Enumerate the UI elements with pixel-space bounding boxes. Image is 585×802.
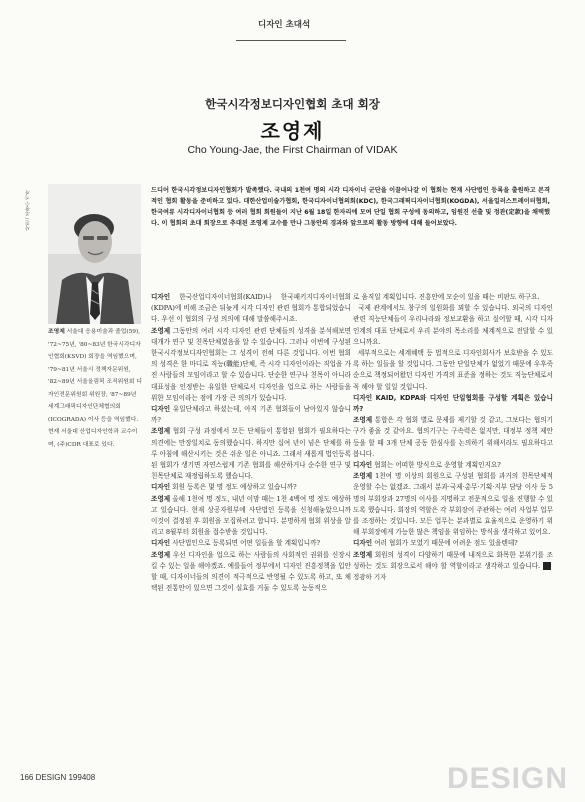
speaker-label: 디자인 — [353, 393, 373, 402]
photo-credit: 사진 / 조광수 기자 — [25, 190, 31, 231]
question — [353, 393, 553, 415]
paragraph-text: 유일단체라고 하셨는데, 아직 기존 협회들이 남아있지 않습니까? — [151, 405, 351, 425]
paragraph-text: 협회 구성 과정에서 모든 단체들이 통합된 협회가 필요하다는 의견에는 만장일치로 동의했습니다. 하지만 십여 년이 넘은 단체를 하루 아침에 해산시키는 것은 쉬운 일은 아니죠. 그래서 새롭게 법인등록된 협회가 생기면 자연스럽게 기존 협회를 해산하거나 순수한 연구 및 친목단체로 재정립하도록 했습니다. — [151, 427, 351, 481]
speaker-label: 조영제 — [353, 472, 373, 481]
speaker-label: 디자인 — [353, 539, 373, 548]
question — [353, 460, 553, 471]
paragraph-text: 회원의 성격이 다양하기 때문에 내적으로 화목한 분위기를 조성하는 것도 회장으로서 해야 할 역할이라고 생각하고 있습니다. — [353, 550, 553, 570]
paragraph-text: 협회는 어떠한 방식으로 운영할 계획인지요? — [374, 461, 501, 470]
speaker-label: 조영제 — [151, 427, 171, 436]
paragraph-text: 회원 등록은 몇 명 정도 예상하고 있습니까? — [172, 483, 297, 492]
english-title: Cho Young-Jae, the First Chairman of VIDAK — [187, 144, 398, 156]
paragraph-text: KAID, KDPA와 디자인 단일협회를 구성할 계획은 있습니까? — [353, 393, 553, 414]
paragraph-text: 한국산업디자이너협회(KAID)나 한국패키지디자이너협회(KDPA)에 비해 조금은 뒤늦게 시각 디자인 관련 협회가 통합되었습니다. 우선 이 협회의 구성 의의에 대해 말씀해주시죠. — [151, 293, 351, 324]
paragraph — [353, 348, 553, 393]
answer — [151, 326, 351, 404]
answer — [353, 550, 553, 584]
end-mark-icon — [543, 562, 551, 570]
speaker-label: 디자인 — [151, 293, 171, 301]
paragraph-text: 1천여 명 이상의 회원으로 구성된 협회를 과거의 친목단체적 운영할 수는 없겠죠. 그래서 분과·국제·총무·기획·지부 담당 이사 등 5명의 부회장과 27명의 이사를 지명하고 전문적으로 일을 진행할 수 있도록 했습니다. 회장의 역할은 각 부회장이 주관하는 여러 사업부 업무를 조정하는 것입니다. 모든 업무는 분과별로 효율적으로 운영하기 위해 부회장에게 가능한 많은 책임을 위임하는 방식을 생각하고 있어요. — [353, 472, 553, 537]
question — [151, 538, 351, 549]
speaker-label: 조영제 — [353, 416, 373, 425]
speaker-label: 조영제 — [151, 326, 171, 335]
author-bio — [48, 326, 142, 451]
speaker-label: 디자인 — [151, 539, 171, 548]
answer — [151, 550, 351, 595]
lead-paragraph: 드디어 한국시각정보디자인협회가 발족했다. 국내의 1천여 명의 시각 디자이너 군단을 이끌어나갈 이 협회는 현재 사단법인 등록을 출원하고 본격적인 협회 활동을 준비하고 있다. 대한산업미술가협회, 한국디자이너협의회(KDC), 한국그래픽디자이너협회(KOGDA), 서울일러스트레이터협회, 한국여류 시각디자이너협회 등 여러 협회 회원들이 지난 6월 18일 한자리에 모여 단일 협회 구성에 동의하고, 임원진 선출 및 정관(定款)을 채택했다. 이 협회의 초대 회장으로 추대된 조영제 교수를 만나 그동안의 경과와 앞으로의 활동 방향에 대해 들어보았다. — [151, 187, 550, 227]
answer — [151, 426, 351, 482]
question — [151, 404, 351, 426]
speaker-label: 조영제 — [151, 550, 171, 559]
magazine-logo: DESIGN — [447, 762, 569, 795]
speaker-label: 디자인 — [151, 483, 171, 492]
paragraph-text: 그동안의 여러 시각 디자인 관련 단체들의 성격을 분석해보면 대개가 연구 및 친목단체였음을 알 수 있습니다. 그러나 이번에 구성된 한국시각정보디자인협회는 그 성격이 전혀 다른 것입니다. 이번 협회의 성격은 한 마디로 직능(職能)단체, 즉 시각 디자인이라는 직업을 가진 사람들의 모임이라고 할 수 있습니다. 단순한 연구나 친목이 아니라 대표성을 인정받는 유일한 단체로서 디자인을 업으로 하는 사람들을 위한 모임이라는 점에 가장 큰 의의가 있습니다. — [151, 326, 351, 402]
bio-name: 조영제 — [48, 329, 65, 335]
question — [353, 538, 553, 549]
answer — [353, 415, 553, 460]
continued-text — [353, 292, 553, 303]
paragraph-text: 여러 협회가 모였기 때문에 어려운 점도 있을텐데? — [374, 539, 518, 548]
answer — [353, 471, 553, 538]
paragraph-text: 우선 디자인을 업으로 하는 사람들의 사회적인 권위를 신장시킬 수 있는 일을 해야겠죠. 예를들어 정부에서 디자인 진흥정책을 입안할 때, 디자이너들의 의견이 적극적으로 반영될 수 있도록 하고, 또 체택된 전통안이 있으면 그것이 실효를 거둘 수 있도록 능동적으 — [151, 550, 351, 593]
article-subtitle: 한국시각정보디자인협회 초대 회장 — [205, 97, 380, 111]
bio-text: 서울대 응용미술과 졸업(59), '72~75년, '80~83년 한국시각디자인협회(KSVD) 회장을 역임했으며, '79~81년 서울시 정책자문위원, '82~89년 서울올림픽 조직위원회 디자인전문위원회 위원장, '87~89년 세계그래픽디자인단체협의회(ICOGRADA) 이사 등을 역임했다. 현재 서울대 산업디자인학과 교수이며, (주)CDR 대표로 있다. — [48, 329, 142, 448]
paragraph-text: 국제 관계에서도 창구의 일원화를 꾀할 수 있습니다. 외국의 디자인 관련 직능단체들이 우리나라와 정보교환을 하고 싶어할 때, 시각 디자인계의 대표 단체로서 우리 분야의 목소리를 체계적으로 전달할 수 있으니까요. — [353, 304, 553, 346]
answer — [151, 494, 351, 539]
paragraph-text: 통합은 각 협회 별로 문제를 제기할 것 같고, 그보다는 협의기구가 좋을 것 같아요. 협의기구는 구속력은 없지만, 대정부 정책 제안 등을 할 때 3개 단체 공동 한심사를 논의하기 위해서라도 필요하다고 봅니다. — [353, 416, 553, 458]
section-tag: 디자인 초대석 — [258, 20, 311, 30]
paragraph-text: 올해 1천여 명 정도, 내년 이맘 때는 1천 4백여 명 정도 예상하고 있습니다. 현재 상공자원부에 사단법인 등록을 신청해놓았으니까 이것이 결정된 후 회원을 모집하려고 합니다. 분명하게 협회 위상을 알리고 8월부터 회원을 접수받을 것입니다. — [151, 494, 351, 537]
speaker-label: 조영제 — [353, 550, 373, 559]
portrait-image — [48, 184, 141, 324]
reporter-name: 정광하 기자 — [353, 573, 387, 582]
question — [151, 292, 351, 326]
question — [151, 482, 351, 493]
article-title: 조영제 — [260, 119, 325, 143]
paragraph-text: 세부적으로는 세계혜택 등 법적으로 디자인회사가 보호받을 수 있도록 하는 일들을 할 것입니다. 그동안 단일단체가 없었기 때문에 우후죽순으로 책정되어왔던 디자인 가격의 표준을 정하는 것도 직능단체로서 꼭 해야 할 일일 것입니다. — [353, 349, 553, 391]
paragraph — [353, 303, 553, 348]
speaker-label: 디자인 — [151, 405, 171, 414]
speaker-label: 디자인 — [353, 461, 373, 470]
section-divider — [236, 40, 346, 41]
paragraph-text: 사단법인으로 등록되면 어떤 일들을 할 계획입니까? — [172, 539, 320, 548]
article-column-2 — [353, 292, 553, 583]
page-footer: 166 DESIGN 199408 — [20, 773, 96, 782]
paragraph-text: 로 움직일 계획입니다. 진흥안에 모순이 있을 때는 비판도 하구요. — [353, 293, 540, 301]
article-column-1 — [151, 292, 351, 594]
portrait-photo — [48, 184, 141, 324]
speaker-label: 조영제 — [151, 494, 171, 503]
